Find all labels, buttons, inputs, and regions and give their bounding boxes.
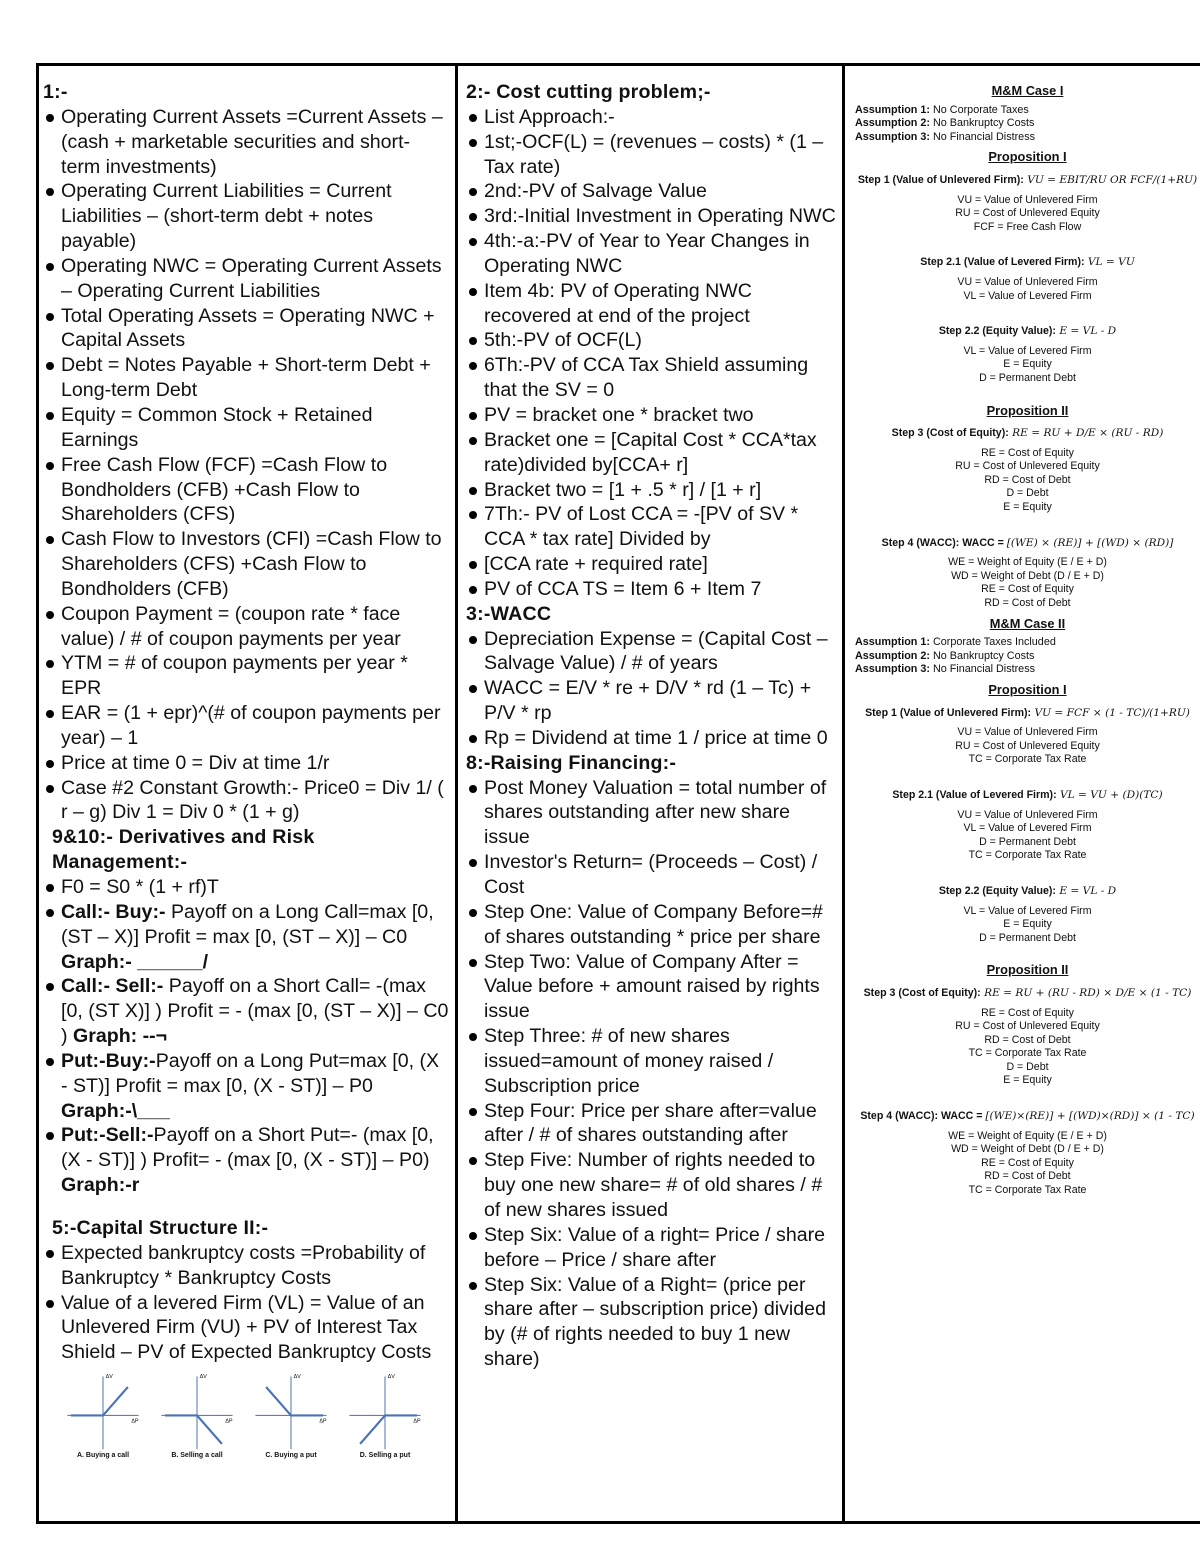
list-item: Bracket one = [Capital Cost * CCA*tax rate)divided by[CCA+ r]	[466, 428, 838, 478]
definition: E = Equity	[1003, 1074, 1052, 1087]
step-label: Step 2.2 (Equity Value):	[938, 325, 1056, 338]
graph-label: Graph:- ______/	[61, 950, 209, 973]
list-item: [CCA rate + required rate]	[466, 552, 838, 577]
definition: E = Equity	[1003, 918, 1052, 931]
axis-label-h: ΔP	[225, 1418, 233, 1425]
definition: VU = Value of Unlevered Firm	[957, 726, 1098, 739]
payoff-plot	[247, 1371, 335, 1461]
payoff-line	[360, 1415, 417, 1443]
step-formula: VU = EBIT/RU OR FCF/(1+RU)	[1023, 173, 1198, 186]
spacer	[855, 386, 1200, 398]
item-label: Call:- Sell:-	[61, 975, 164, 998]
definition: VL = Value of Levered Firm	[963, 822, 1092, 835]
section-heading: 9&10:- Derivatives and Risk Management:-	[52, 826, 315, 874]
step-label: Step 1 (Value of Unlevered Firm):	[857, 173, 1024, 186]
list-item: Step Six: Value of a right= Price / share before – Price / share after	[466, 1223, 838, 1273]
definitions	[855, 1130, 1200, 1198]
list-item: Value of a levered Firm (VL) = Value of an Unlevered Firm (VU) + PV of Interest Tax Shield – PV of Expected Bankruptcy Costs	[43, 1291, 449, 1366]
wacc-list	[466, 627, 838, 751]
definition: TC = Corporate Tax Rate	[968, 849, 1087, 862]
step-heading	[855, 1110, 1200, 1124]
definition: TC = Corporate Tax Rate	[968, 1047, 1087, 1060]
item-text: Payoff on a Short Call= -(max [0, (ST X)] ) Profit = - (max [0, (ST – X)] – C0 )	[61, 975, 449, 1048]
payoff-chart	[247, 1371, 335, 1451]
axes	[161, 1376, 232, 1449]
definition: RU = Cost of Unlevered Equity	[955, 739, 1100, 752]
step-formula: E = VL - D	[1055, 325, 1117, 338]
definitions	[855, 447, 1200, 515]
payoff-chart	[153, 1371, 241, 1451]
definition: RD = Cost of Debt	[984, 1170, 1071, 1183]
axis-label-h: ΔP	[131, 1418, 139, 1425]
graph-label: Graph: --¬	[72, 1025, 168, 1048]
definition: D = Debt	[1006, 487, 1049, 500]
assumptions	[855, 104, 1200, 145]
section-heading: 1:-	[43, 81, 68, 103]
definition: TC = Corporate Tax Rate	[968, 753, 1087, 766]
assumption-key: Assumption 1:	[855, 636, 930, 649]
plot-caption: C. Buying a put	[265, 1452, 317, 1460]
cheat-sheet	[36, 63, 1200, 1524]
proposition-title: Proposition II	[986, 402, 1069, 418]
graph-label: Graph:-r	[61, 1174, 140, 1197]
assumption-key: Assumption 1:	[855, 103, 930, 116]
step-heading	[855, 885, 1200, 899]
list-item: Item 4b: PV of Operating NWC recovered at end of the project	[466, 279, 838, 329]
axis-label-h: ΔP	[319, 1418, 327, 1425]
payoff-chart	[341, 1371, 429, 1451]
spacer	[855, 1088, 1200, 1100]
step-formula: [(WE)×(RE)] + [(WD)×(RD)] × (1 - TC)	[985, 1110, 1195, 1123]
definition: VL = Value of Levered Firm	[963, 904, 1092, 917]
step-heading	[855, 987, 1200, 1001]
definition: RE = Cost of Equity	[981, 583, 1074, 596]
step-formula: [(WE) × (RE)] + [(WD) × (RD)]	[1006, 536, 1174, 549]
plot-caption: D. Selling a put	[359, 1452, 411, 1460]
step-heading	[855, 537, 1200, 551]
spacer	[855, 234, 1200, 246]
spacer	[855, 863, 1200, 875]
capital-structure-list	[43, 1241, 449, 1365]
step-formula: VU = FCF × (1 - TC)/(1+RU)	[1031, 706, 1190, 719]
item-text: Payoff on a Short Put=- (max [0, (X - ST)] ) Profit= - (max [0, (X - ST)] – P0)	[61, 1124, 434, 1172]
assumptions	[855, 636, 1200, 677]
definition: RD = Cost of Debt	[984, 473, 1071, 486]
definition: RU = Cost of Unlevered Equity	[955, 460, 1100, 473]
step-formula: RE = RU + D/E × (RU - RD)	[1008, 427, 1164, 440]
definitions	[855, 194, 1200, 235]
definition: WE = Weight of Equity (E / E + D)	[948, 556, 1107, 569]
list-item: Price at time 0 = Div at time 1/r	[43, 751, 449, 776]
list-item: List Approach:-	[466, 105, 838, 130]
definitions	[855, 726, 1200, 767]
definition: E = Equity	[1003, 501, 1052, 514]
payoff-line	[71, 1387, 128, 1415]
step-label: Step 2.2 (Equity Value):	[938, 884, 1056, 897]
assumption	[855, 650, 1200, 664]
axes	[349, 1376, 420, 1449]
plot-caption: B. Selling a call	[171, 1452, 223, 1460]
spacer	[855, 945, 1200, 957]
definition: WD = Weight of Debt (D / E + D)	[951, 569, 1104, 582]
item-text: Payoff on a Long Call=max [0, (ST – X)] Profit = max [0, (ST – X)] – C0	[61, 900, 434, 948]
list-item: Investor's Return= (Proceeds – Cost) / Cost	[466, 850, 838, 900]
definitions	[855, 905, 1200, 946]
list-item: F0 = S0 * (1 + rf)T	[43, 875, 449, 900]
list-item: WACC = E/V * re + D/V * rd (1 – Tc) + P/V * rp	[466, 676, 838, 726]
plot-caption: A. Buying a call	[76, 1452, 130, 1460]
derivatives-list	[43, 875, 449, 1198]
assumption-key: Assumption 3:	[855, 663, 930, 676]
axis-label-v: ΔV	[387, 1374, 395, 1381]
case-title: M&M Case II	[989, 615, 1066, 631]
step-heading	[855, 256, 1200, 270]
definition: VU = Value of Unlevered Firm	[957, 808, 1098, 821]
section-heading: 5:-Capital Structure II:-	[52, 1216, 269, 1239]
section-heading: 3:-WACC	[466, 602, 552, 625]
list-item: Operating NWC = Operating Current Assets – Operating Current Liabilities	[43, 254, 449, 304]
axis-label-h: ΔP	[413, 1418, 421, 1425]
assumption-value: No Financial Distress	[929, 130, 1035, 143]
proposition-title: Proposition I	[988, 149, 1067, 165]
step-formula: VL = VU	[1084, 256, 1135, 269]
definitions	[855, 1007, 1200, 1089]
payoff-plot	[153, 1371, 241, 1461]
case-title: M&M Case I	[991, 83, 1064, 98]
list-item: EAR = (1 + epr)^(# of coupon payments per year) – 1	[43, 701, 449, 751]
step-label: Step 3 (Cost of Equity):	[891, 427, 1009, 440]
mm-case-2	[855, 617, 1200, 1198]
list-item	[43, 1123, 449, 1198]
step-heading	[855, 174, 1200, 188]
definition: RE = Cost of Equity	[981, 1156, 1074, 1169]
item-label: Call:- Buy:-	[61, 900, 166, 923]
section-heading: 8:-Raising Financing:-	[466, 751, 677, 774]
list-item	[43, 1049, 449, 1124]
definitions	[855, 556, 1200, 610]
definition: RE = Cost of Equity	[981, 446, 1074, 459]
list-item	[43, 900, 449, 975]
axis-label-v: ΔV	[293, 1374, 301, 1381]
definition: WE = Weight of Equity (E / E + D)	[948, 1129, 1107, 1142]
list-item: Equity = Common Stock + Retained Earnings	[43, 403, 449, 453]
graph-label: Graph:-\___	[61, 1099, 170, 1122]
assumption-value: No Bankruptcy Costs	[929, 649, 1035, 662]
step-label: Step 2.1 (Value of Levered Firm):	[920, 256, 1085, 269]
list-item: Free Cash Flow (FCF) =Cash Flow to Bondholders (CFB) +Cash Flow to Shareholders (CFS)	[43, 453, 449, 528]
column-2	[458, 66, 845, 1521]
axis-label-v: ΔV	[105, 1374, 113, 1381]
definition: RU = Cost of Unlevered Equity	[955, 207, 1100, 220]
list-item: Operating Current Assets =Current Assets – (cash + marketable securities and short-term investments)	[43, 105, 449, 180]
definitions	[855, 345, 1200, 386]
list-item: Post Money Valuation = total number of shares outstanding after new share issue	[466, 776, 838, 851]
mm-case-1	[855, 84, 1200, 611]
axis-label-v: ΔV	[199, 1374, 207, 1381]
list-item: Bracket two = [1 + .5 * r] / [1 + r]	[466, 478, 838, 503]
list-item: Step Five: Number of rights needed to buy one new share= # of old shares / # of new shares issued	[466, 1148, 838, 1223]
item-text: Payoff on a Long Put=max [0, (X - ST)] Profit = max [0, (X - ST)] – P0	[61, 1049, 440, 1097]
list-item: YTM = # of coupon payments per year * EPR	[43, 651, 449, 701]
assumption	[855, 117, 1200, 131]
list-item: Case #2 Constant Growth:- Price0 = Div 1/ ( r – g) Div 1 = Div 0 * (1 + g)	[43, 776, 449, 826]
definition: D = Permanent Debt	[979, 835, 1076, 848]
assumption	[855, 131, 1200, 145]
list-item: Step Four: Price per share after=value after / # of shares outstanding after	[466, 1099, 838, 1149]
list-item: Expected bankruptcy costs =Probability of Bankruptcy * Bankruptcy Costs	[43, 1241, 449, 1291]
list-item: Cash Flow to Investors (CFI) =Cash Flow to Shareholders (CFS) +Cash Flow to Bondholders (CFB)	[43, 527, 449, 602]
section-heading: 2:- Cost cutting problem;-	[466, 81, 711, 103]
definition: D = Permanent Debt	[979, 931, 1076, 944]
list-item: Step One: Value of Company Before=# of shares outstanding * price per share	[466, 900, 838, 950]
step-label: Step 4 (WACC): WACC =	[881, 536, 1007, 549]
definitions	[855, 276, 1200, 303]
step-formula: E = VL - D	[1055, 884, 1117, 897]
step-label: Step 2.1 (Value of Levered Firm):	[892, 788, 1057, 801]
raising-financing-list	[466, 776, 838, 1372]
list-item: Depreciation Expense = (Capital Cost – Salvage Value) / # of years	[466, 627, 838, 677]
payoff-diagrams	[59, 1371, 449, 1461]
step-formula: VL = VU + (D)(TC)	[1056, 788, 1163, 801]
list-item: Debt = Notes Payable + Short-term Debt + Long-term Debt	[43, 353, 449, 403]
definition: WD = Weight of Debt (D / E + D)	[951, 1143, 1104, 1156]
column-1	[39, 66, 458, 1521]
payoff-plot	[341, 1371, 429, 1461]
assumption	[855, 636, 1200, 650]
definition: FCF = Free Cash Flow	[973, 220, 1082, 233]
step-heading	[855, 325, 1200, 339]
list-item	[43, 974, 449, 1049]
list-item: Rp = Dividend at time 1 / price at time 0	[466, 726, 838, 751]
definitions	[855, 809, 1200, 863]
list-item: 5th:-PV of OCF(L)	[466, 328, 838, 353]
list-item: 4th:-a:-PV of Year to Year Changes in Operating NWC	[466, 229, 838, 279]
step-label: Step 3 (Cost of Equity):	[863, 986, 981, 999]
proposition-title: Proposition II	[986, 962, 1069, 978]
definition: D = Debt	[1006, 1060, 1049, 1073]
definition: RD = Cost of Debt	[984, 1033, 1071, 1046]
item-label: Put:-Buy:-	[61, 1049, 156, 1072]
payoff-line	[165, 1415, 222, 1443]
list-item: Operating Current Liabilities = Current Liabilities – (short-term debt + notes payable)	[43, 179, 449, 254]
list-item: 2nd:-PV of Salvage Value	[466, 179, 838, 204]
definition: RU = Cost of Unlevered Equity	[955, 1020, 1100, 1033]
step-heading	[855, 427, 1200, 441]
definition: D = Permanent Debt	[979, 371, 1076, 384]
list-item: Step Six: Value of a Right= (price per share after – subscription price) divided by (# of rights needed to buy 1 new share)	[466, 1273, 838, 1372]
spacer	[855, 303, 1200, 315]
list-item: Step Three: # of new shares issued=amount of money raised / Subscription price	[466, 1024, 838, 1099]
column-3	[845, 66, 1200, 1521]
step-formula: RE = RU + (RU - RD) × D/E × (1 - TC)	[980, 986, 1192, 999]
spacer	[855, 767, 1200, 779]
spacer	[855, 515, 1200, 527]
definition: RE = Cost of Equity	[981, 1006, 1074, 1019]
list-item: 3rd:-Initial Investment in Operating NWC	[466, 204, 838, 229]
proposition-title: Proposition I	[988, 682, 1067, 697]
definition: VL = Value of Levered Firm	[963, 344, 1092, 357]
formula-list	[43, 105, 449, 825]
assumption-key: Assumption 2:	[855, 117, 930, 130]
assumption-value: No Corporate Taxes	[929, 103, 1029, 116]
step-heading	[855, 707, 1200, 721]
item-label: Put:-Sell:-	[61, 1124, 154, 1147]
assumption-value: Corporate Taxes Included	[929, 636, 1056, 649]
step-label: Step 1 (Value of Unlevered Firm):	[865, 706, 1032, 719]
cost-cutting-list	[466, 105, 838, 602]
definition: TC = Corporate Tax Rate	[968, 1184, 1087, 1197]
assumption-value: No Bankruptcy Costs	[929, 117, 1035, 130]
list-item: Total Operating Assets = Operating NWC + Capital Assets	[43, 304, 449, 354]
assumption	[855, 663, 1200, 677]
list-item: 6Th:-PV of CCA Tax Shield assuming that the SV = 0	[466, 353, 838, 403]
definition: E = Equity	[1003, 358, 1052, 371]
definition: VL = Value of Levered Firm	[963, 289, 1092, 302]
step-heading	[855, 789, 1200, 803]
assumption-key: Assumption 3:	[855, 130, 930, 143]
assumption-key: Assumption 2:	[855, 649, 930, 662]
list-item: PV of CCA TS = Item 6 + Item 7	[466, 577, 838, 602]
list-item: 1st;-OCF(L) = (revenues – costs) * (1 – Tax rate)	[466, 130, 838, 180]
list-item: 7Th:- PV of Lost CCA = -[PV of SV * CCA * tax rate] Divided by	[466, 502, 838, 552]
definition: VU = Value of Unlevered Firm	[957, 275, 1098, 288]
list-item: Step Two: Value of Company After = Value before + amount raised by rights issue	[466, 950, 838, 1025]
list-item: Coupon Payment = (coupon rate * face value) / # of coupon payments per year	[43, 602, 449, 652]
definition: VU = Value of Unlevered Firm	[957, 193, 1098, 206]
assumption	[855, 104, 1200, 118]
step-label: Step 4 (WACC): WACC =	[860, 1110, 986, 1123]
assumption-value: No Financial Distress	[929, 663, 1035, 676]
payoff-plot	[59, 1371, 147, 1461]
list-item: PV = bracket one * bracket two	[466, 403, 838, 428]
definition: RD = Cost of Debt	[984, 597, 1071, 610]
payoff-chart	[59, 1371, 147, 1451]
payoff-line	[266, 1387, 323, 1415]
